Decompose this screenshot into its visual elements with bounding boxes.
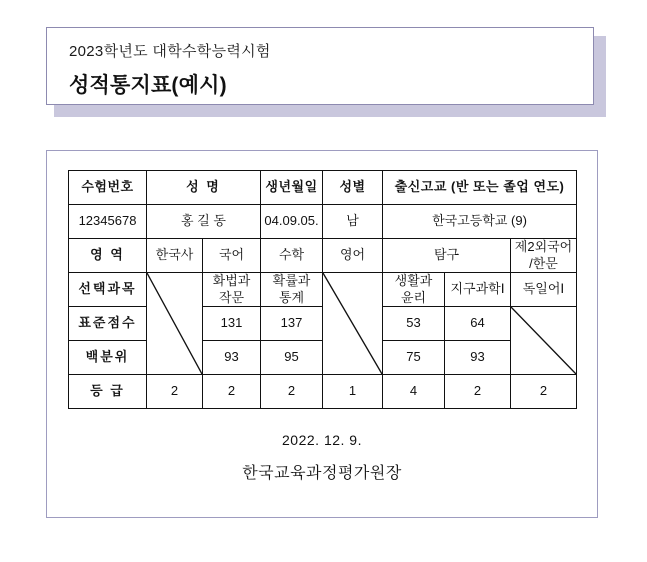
exam-year-title: 2023학년도 대학수학능력시험: [69, 43, 271, 60]
elective-inquiry-2: 지구과학Ⅰ: [445, 273, 511, 307]
rowlabel-grade: 등 급: [69, 375, 147, 409]
header-banner-box: [46, 27, 594, 105]
grade-inquiry-2: 2: [445, 375, 511, 409]
header-name: 성 명: [147, 171, 261, 205]
issue-date: 2022. 12. 9.: [282, 432, 362, 448]
header-birth: 생년월일: [261, 171, 323, 205]
grade-korean-history: 2: [147, 375, 203, 409]
area-korean-history: 한국사: [147, 239, 203, 273]
rowlabel-area: 영 역: [69, 239, 147, 273]
value-gender: 남: [323, 205, 383, 239]
elective-second-language: 독일어Ⅰ: [511, 273, 577, 307]
value-birth: 04.09.05.: [261, 205, 323, 239]
blank-cell-english: [323, 273, 383, 375]
table-row: [69, 239, 577, 273]
percentile-math: 95: [261, 341, 323, 375]
issuing-organization: 한국교육과정평가원장: [242, 465, 402, 482]
elective-math: [261, 273, 323, 307]
blank-cell-second-language: [511, 307, 577, 375]
area-second-language: [511, 239, 577, 273]
value-school: 한국고등학교 (9): [383, 205, 577, 239]
grade-math: 2: [261, 375, 323, 409]
percentile-inquiry-1: 75: [383, 341, 445, 375]
table-row: [69, 205, 577, 239]
grade-english: 1: [323, 375, 383, 409]
area-english: 영어: [323, 239, 383, 273]
area-second-language-line2: /한문: [529, 255, 558, 271]
elective-korean-line1: 화법과: [212, 273, 251, 289]
value-name: 홍 길 동: [147, 205, 261, 239]
grade-second-language: 2: [511, 375, 577, 409]
standard-score-inquiry-2: 64: [445, 307, 511, 341]
value-exam-no: 12345678: [69, 205, 147, 239]
elective-math-line2: 통계: [278, 289, 305, 305]
score-report-table: [68, 170, 577, 409]
area-inquiry: 탐구: [383, 239, 511, 273]
blank-cell-korean-history: [147, 273, 203, 375]
page-title: 성적통지표(예시): [69, 74, 227, 97]
diagonal-slash-icon: [147, 273, 202, 374]
grade-korean: 2: [203, 375, 261, 409]
table-row: [69, 375, 577, 409]
header-banner: [46, 27, 606, 117]
header-gender: 성별: [323, 171, 383, 205]
standard-score-inquiry-1: 53: [383, 307, 445, 341]
rowlabel-elective: 선택과목: [69, 273, 147, 307]
elective-math-line1: 확률과: [272, 273, 311, 289]
area-korean: 국어: [203, 239, 261, 273]
table-row: [69, 273, 577, 307]
elective-inquiry-1-line2: 윤리: [400, 289, 427, 305]
rowlabel-standard-score: 표준점수: [69, 307, 147, 341]
header-exam-no: 수험번호: [69, 171, 147, 205]
elective-korean: [203, 273, 261, 307]
header-school: 출신고교 (반 또는 졸업 연도): [383, 171, 577, 205]
elective-inquiry-1-line1: 생활과: [394, 273, 433, 289]
diagonal-slash-icon: [511, 307, 576, 374]
diagonal-slash-icon: [323, 273, 382, 374]
area-math: 수학: [261, 239, 323, 273]
percentile-korean: 93: [203, 341, 261, 375]
table-row: [69, 171, 577, 205]
standard-score-korean: 131: [203, 307, 261, 341]
rowlabel-percentile: 백분위: [69, 341, 147, 375]
standard-score-math: 137: [261, 307, 323, 341]
percentile-inquiry-2: 93: [445, 341, 511, 375]
certificate-footer: [46, 432, 598, 483]
area-second-language-line1: 제2외국어: [514, 239, 573, 255]
elective-korean-line2: 작문: [218, 289, 245, 305]
grade-inquiry-1: 4: [383, 375, 445, 409]
elective-inquiry-1: [383, 273, 445, 307]
